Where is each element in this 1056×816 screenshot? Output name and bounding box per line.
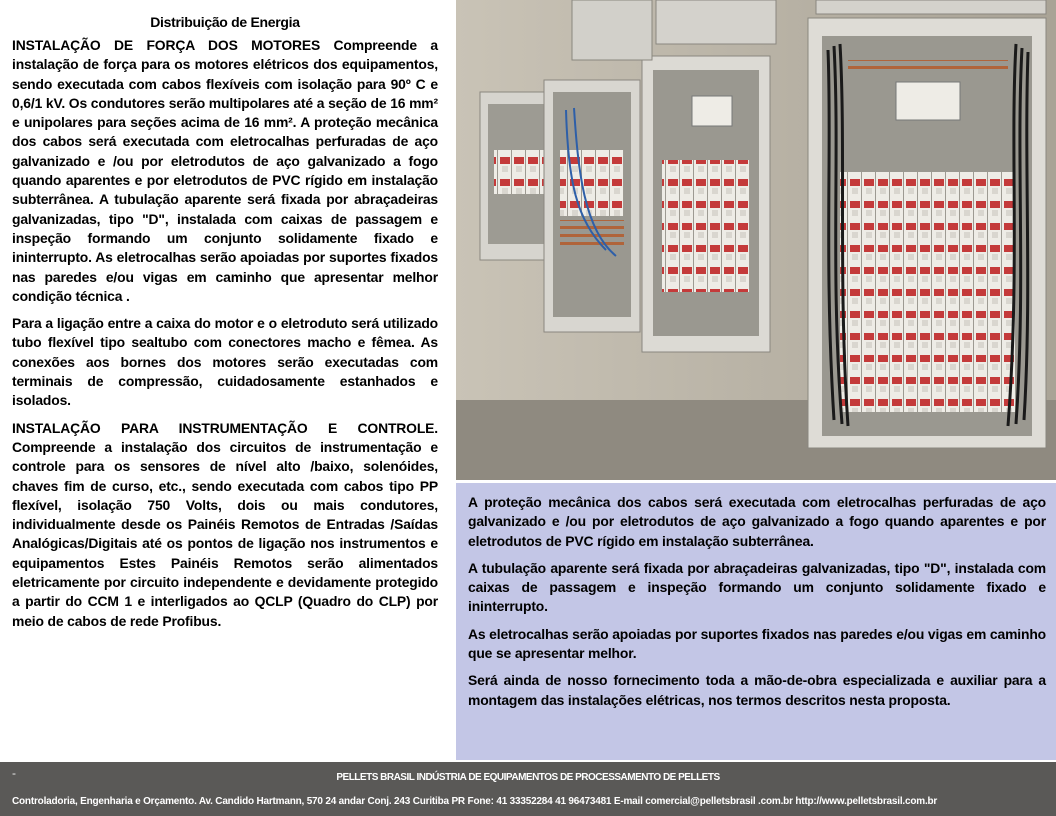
paragraph-cable-trays: As eletrocalhas serão apoiadas por suportes fixados nas paredes e/ou vigas em caminho que se apresentar melhor. xyxy=(468,625,1046,662)
document-title: Distribuição de Energia xyxy=(150,14,300,30)
cabinet-2-busbar xyxy=(560,220,624,250)
paragraph-cable-protection: A proteção mecânica dos cabos será executada com eletrocalhas perfuradas de aço galvanizado e /ou por eletrodutos de aço galvanizado a fogo quando aparentes e por eletrodutos de PVC rígido em instalação subterrânea. xyxy=(468,494,1046,549)
paragraph-motor-connection: Para a ligação entre a caixa do motor e o eletroduto será utilizado tubo flexível tipo sealtubo com conectores macho e fêmea. As conexões aos bornes dos motores serão executadas com terminais de compressão, cuidadosamente estanhados e isolados. xyxy=(12,315,438,409)
footer-contact-info: Controladoria, Engenharia e Orçamento. Av. Candido Hartmann, 570 24 andar Conj. 243 Curitiba PR Fone: 41 33352284 41 96473481 E-mail comercial@pelletsbrasil .com.br http://www.pelletsbrasil.com.br xyxy=(12,796,938,807)
electrical-panels-photo xyxy=(456,0,1056,480)
footer-marker: - xyxy=(12,766,16,780)
paragraph-labor: Será ainda de nosso fornecimento toda a mão-de-obra especializada e auxiliar para a montagem das instalações elétricas, nos termos descritos nesta proposta. xyxy=(468,672,1046,708)
cabinet-4-busbar xyxy=(848,60,1008,74)
cabinet-1-breakers xyxy=(494,150,544,194)
paragraph-instrumentation: INSTALAÇÃO PARA INSTRUMENTAÇÃO E CONTROLE. Compreende a instalação dos circuitos de instrumentação e controle para os sensores de nível alto /baixo, solenóides, chaves fim de curso, etc., sendo executada com cabos tipo PP flexível, isolação 750 Volts, dois ou mais condutores, individualmente desde os Painéis Remotos de Entradas /Saídas Analógicas/Digitais até os pontos de ligação nos instrumentos e equipamentos Estes Painéis Remotos serão alimentados eletricamente por circuito independente e devidamente protegido a partir do CCM 1 e interligados ao QCLP (Quadro do CLP) por meio de cabos de rede Profibus. xyxy=(12,419,438,629)
open-door-3 xyxy=(656,0,776,44)
left-text-column xyxy=(0,0,448,760)
paragraph-tubing: A tubulação aparente será fixada por abraçadeiras galvanizadas, tipo "D", instalada com caixas de passagem e inspeção formando um conjunto solidamente fixado e ininterrupto. xyxy=(468,559,1046,615)
open-door-4 xyxy=(816,0,1046,14)
footer-company-name: PELLETS BRASIL INDÚSTRIA DE EQUIPAMENTOS DE PROCESSAMENTO DE PELLETS xyxy=(336,772,720,783)
footer-bar xyxy=(0,762,1056,816)
cabinet-3-main-switch xyxy=(692,96,732,126)
blue-text-box xyxy=(456,483,1056,760)
cabinet-3-breakers xyxy=(662,160,750,292)
open-door-2 xyxy=(572,0,652,60)
cabinet-4-breakers xyxy=(840,172,1016,412)
cabinet-4-main-switch xyxy=(896,82,960,120)
paragraph-motor-power: INSTALAÇÃO DE FORÇA DOS MOTORES Compreende a instalação de força para os motores elétricos dos equipamentos, sendo executada com cabos flexíveis com isolação para 90º C e 0,6/1 kV. Os condutores serão multipolares até a seção de 16 mm² e unipolares para seções acima de 16 mm². A proteção mecânica dos cabos será executada com eletrocalhas perfuradas de aço galvanizado e /ou por eletrodutos de aço galvanizado a fogo quando aparentes e por eletrodutos de PVC rígido em instalação subterrânea. A tubulação aparente será fixada por abraçadeiras galvanizadas, tipo "D", instalada com caixas de passagem e inspeção formando um conjunto solidamente fixado e ininterrupto. As eletrocalhas serão apoiadas por suportes fixados nas paredes e/ou vigas em caminho que apresentar melhor condição técnica . xyxy=(12,37,438,304)
